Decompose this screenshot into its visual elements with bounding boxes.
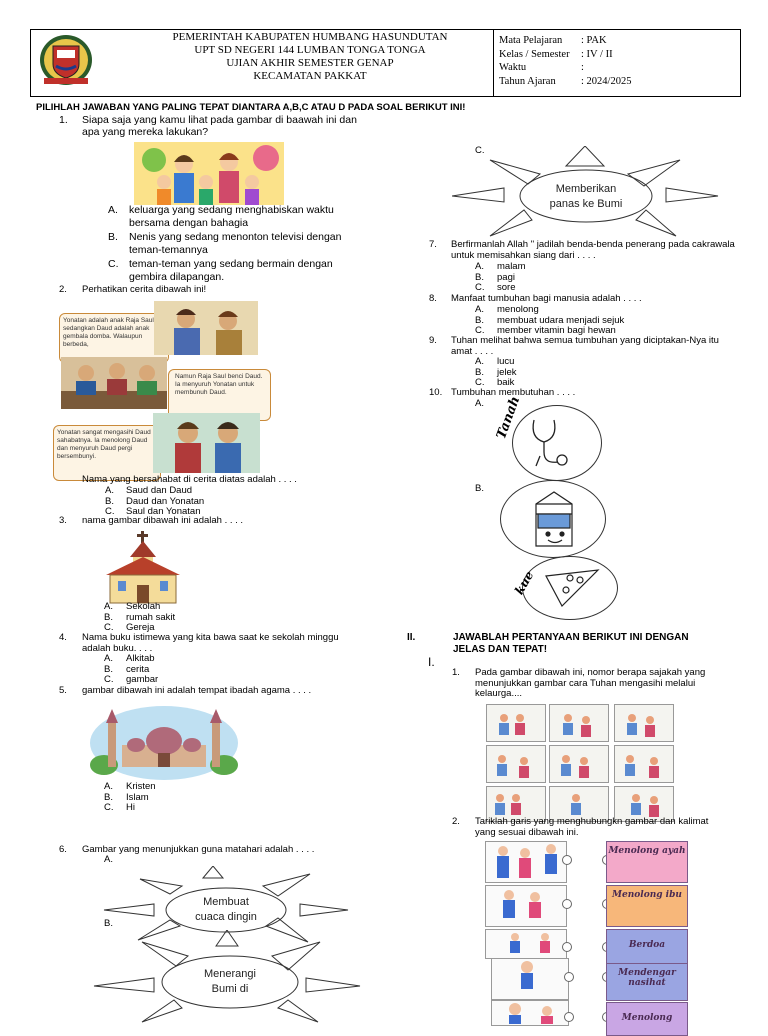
- q3: [59, 515, 244, 527]
- header-line: PEMERINTAH KABUPATEN HUMBANG HASUNDUTAN: [172, 31, 448, 43]
- q2-options: [105, 486, 204, 518]
- option-text: menolong: [497, 304, 539, 315]
- q7-option-c: [475, 283, 526, 294]
- option-key: A.: [104, 781, 113, 792]
- option-text: teman-teman yang sedang bermain dengan: [129, 258, 333, 271]
- option-key: C.: [105, 506, 115, 517]
- milk-carton-icon: [526, 488, 582, 552]
- header-line: UJIAN AKHIR SEMESTER GENAP: [226, 57, 394, 69]
- essay-1-line: kelaurga....: [475, 688, 522, 699]
- essay-1-text: [475, 668, 734, 700]
- sun-c-text: [536, 182, 636, 212]
- info-label: Tahun Ajaran: [499, 75, 556, 87]
- q2: [59, 284, 207, 296]
- phrase-menolong-ibu: Menolong ibu: [606, 885, 688, 927]
- essay-1-line: Pada gambar dibawah ini, nomor berapa sajakah yang: [475, 667, 706, 678]
- option-key: A.: [475, 304, 484, 315]
- match-dot-left[interactable]: [562, 942, 572, 952]
- option-key: B.: [108, 231, 118, 244]
- q10-word-c: kue: [512, 568, 537, 597]
- story-panel-3: [53, 425, 161, 481]
- option-text: Nenis yang sedang menonton televisi dengan: [129, 231, 342, 244]
- info-value: : PAK: [581, 35, 607, 46]
- q8-text: Manfaat tumbuhan bagi manusia adalah . . . .: [451, 293, 642, 304]
- q7: [429, 240, 734, 261]
- q9-text-2: amat . . . .: [451, 345, 494, 357]
- q10: [429, 387, 576, 399]
- sun-b-line: Menerangi: [204, 968, 256, 980]
- story-image-1: [154, 301, 258, 355]
- q4-text-2: adalah buku. . . .: [82, 642, 153, 654]
- q5-options: [104, 782, 156, 814]
- story-text-3: Yonatan sangat mengasihi Daud sahabatnya. Ia menolong Daud dan menyuruh Daud pergi bersembunyi.: [57, 429, 151, 460]
- option-text: Islam: [126, 791, 149, 803]
- match-dot-left[interactable]: [564, 1012, 574, 1022]
- option-text: sore: [497, 282, 516, 293]
- q10-text: Tumbuhan membutuhan . . . .: [451, 387, 576, 398]
- exam-info: [499, 34, 735, 88]
- info-value: : 2024/2025: [581, 75, 632, 87]
- sun-c-line: panas ke Bumi: [549, 198, 623, 210]
- info-row: [499, 34, 735, 48]
- picture-figures: [486, 704, 674, 822]
- info-value: : IV / II: [581, 48, 613, 60]
- option-text: Daud dan Yonatan: [126, 495, 205, 507]
- q8: [429, 293, 642, 305]
- option-key: C.: [475, 377, 485, 388]
- q1-options: [108, 204, 348, 284]
- option-key: C.: [104, 622, 114, 633]
- option-key: A.: [475, 356, 484, 367]
- q8-number: 8.: [429, 293, 437, 304]
- q7-text-2: untuk memisahkan siang dari . . . .: [451, 249, 596, 261]
- option-key: A.: [104, 653, 113, 664]
- option-text: cerita: [126, 663, 150, 675]
- q9: [429, 336, 734, 357]
- option-key: B.: [475, 271, 484, 283]
- q6-option-c-key: C.: [475, 145, 485, 156]
- phrase-berdoa: Berdoa: [606, 929, 688, 965]
- q1-text: Siapa saja yang kamu lihat pada gambar di baawah ini dan: [82, 114, 357, 126]
- match-figures: [485, 841, 569, 1024]
- info-label: Mata Pelajaran: [499, 35, 563, 46]
- option-text: Kristen: [126, 781, 156, 792]
- option-text: lucu: [497, 356, 515, 367]
- q4-options: [104, 654, 158, 686]
- q9-number: 9.: [429, 335, 437, 346]
- info-row: [499, 61, 735, 75]
- q2-number: 2.: [59, 284, 67, 295]
- option-key: B.: [105, 495, 114, 507]
- q4-option-c: [104, 675, 158, 686]
- q5-option-c: [104, 803, 156, 814]
- info-row: [499, 48, 735, 62]
- q5-text: gambar dibawah ini adalah tempat ibadah agama . . . .: [82, 685, 312, 696]
- option-key: A.: [105, 485, 114, 496]
- option-text: Saul dan Yonatan: [126, 506, 201, 517]
- essay-2-line: yang sesuai dibawah ini.: [475, 826, 579, 838]
- q5-number: 5.: [59, 685, 67, 696]
- church-illustration: [102, 531, 184, 605]
- phrase-menolong: Menolong: [606, 1002, 688, 1036]
- option-key: B.: [104, 791, 113, 803]
- header-divider: [493, 29, 494, 96]
- option-text: Sekolah: [126, 601, 161, 612]
- q10-option-b-key: B.: [475, 483, 484, 494]
- option-key: C.: [104, 674, 114, 685]
- q10-option-a-key: A.: [475, 398, 484, 409]
- family-illustration: [134, 142, 284, 205]
- story-image-3: [153, 413, 260, 473]
- q7-number: 7.: [429, 239, 437, 250]
- option-key: C.: [475, 325, 485, 336]
- option-text: rumah sakit: [126, 611, 176, 623]
- q6-text: Gambar yang menunjukkan guna matahari adalah . . . .: [82, 844, 315, 855]
- option-key: A.: [475, 261, 484, 272]
- info-value: :: [581, 62, 584, 73]
- q3-text: nama gambar dibawah ini adalah . . . .: [82, 515, 244, 526]
- info-label: Waktu: [499, 62, 527, 73]
- option-text: Saud dan Daud: [126, 485, 193, 496]
- story-panel-1: [59, 313, 169, 363]
- option-key: B.: [475, 366, 484, 378]
- q9-text: Tuhan melihat bahwa semua tumbuhan yang diciptakan-Nya itu: [451, 335, 719, 346]
- option-text: keluarga yang sedang menghabiskan waktu: [129, 204, 334, 216]
- option-key: A.: [108, 204, 118, 216]
- q6-number: 6.: [59, 844, 67, 855]
- mosque-illustration: [88, 701, 240, 781]
- stethoscope-icon: [526, 412, 586, 470]
- phrase-mendengar-nasihat: Mendengar nasihat: [606, 963, 688, 1001]
- option-text: teman-temannya: [129, 243, 208, 256]
- q5: [59, 685, 312, 697]
- q9-options: [475, 357, 517, 389]
- q6: [59, 844, 315, 856]
- option-text: gembira dilapangan.: [129, 270, 225, 283]
- option-key: B.: [475, 314, 484, 326]
- sun-a-text: [176, 895, 276, 925]
- section-2-title-line: JELAS DAN TEPAT!: [453, 644, 548, 655]
- q4-text: Nama buku istimewa yang kita bawa saat ke sekolah minggu: [82, 632, 339, 643]
- q1: [59, 114, 379, 138]
- match-dot-left[interactable]: [564, 972, 574, 982]
- sun-a-line: Membuat: [203, 896, 249, 908]
- roman-marker: I.: [428, 655, 435, 669]
- story-text-1: Yonatan adalah anak Raja Saul sedangkan Daud adalah anak gembala domba. Walaupun berbeda,: [63, 317, 154, 348]
- option-key: C.: [104, 802, 114, 813]
- q10-number: 10.: [429, 387, 443, 398]
- header-line: UPT SD NEGERI 144 LUMBAN TONGA TONGA: [194, 44, 426, 56]
- essay-1: [452, 667, 734, 699]
- option-key: B.: [104, 663, 113, 675]
- q6-option-a-key: A.: [104, 854, 113, 865]
- essay-2-line: Tariklah garis yang menghubungkn gambar dan kalimat: [475, 816, 709, 827]
- q1-number: 1.: [59, 114, 68, 126]
- match-dot-left[interactable]: [562, 899, 572, 909]
- q4: [59, 633, 364, 654]
- header-line: KECAMATAN PAKKAT: [253, 70, 367, 82]
- option-text: member vitamin bagi hewan: [497, 325, 616, 336]
- option-text: Gereja: [126, 622, 155, 633]
- sun-b-text: [180, 967, 280, 997]
- essay-2-text: [475, 817, 734, 838]
- section-2-title-line: JAWABLAH PERTANYAAN BERIKUT INI DENGAN: [453, 632, 689, 643]
- option-text: pagi: [497, 271, 515, 283]
- q6-option-b-key: B.: [104, 918, 113, 929]
- q1-option-c: [108, 258, 348, 271]
- section-2-number: II.: [407, 632, 416, 643]
- phrase-menolong-ayah: Menolong ayah: [606, 841, 688, 883]
- pizza-icon: [540, 564, 604, 610]
- school-logo: [36, 32, 96, 88]
- sun-a-line: cuaca dingin: [195, 911, 257, 923]
- q8-options: [475, 305, 624, 337]
- q2-question: Nama yang bersahabat di cerita diatas adalah . . . .: [82, 474, 297, 485]
- option-text: gambar: [126, 674, 159, 685]
- q4-number: 4.: [59, 632, 67, 643]
- option-text: malam: [497, 261, 526, 272]
- q10-word-a: Tanah: [494, 394, 524, 442]
- section-2-title: [453, 632, 689, 656]
- option-key: C.: [475, 282, 485, 293]
- sun-b-line: Bumi di: [211, 983, 249, 995]
- essay-1-line: menunjukkan gambar cara Tuhan mengasihi melalui: [475, 677, 696, 689]
- q1-option-a: [108, 204, 348, 217]
- instruction: PILIHLAH JAWABAN YANG PALING TEPAT DIANTARA A,B,C ATAU D PADA SOAL BERIKUT INI!: [36, 102, 466, 113]
- story-text-2: Namun Raja Saul benci Daud. Ia menyuruh Yonatan untuk membunuh Daud.: [175, 373, 263, 396]
- q1-option-b: [108, 231, 348, 244]
- option-text: membuat udara menjadi sejuk: [497, 314, 625, 326]
- info-row: [499, 75, 735, 89]
- essay-2: [452, 816, 734, 838]
- option-text: Alkitab: [126, 653, 155, 664]
- q1-text-2: apa yang mereka lakukan?: [82, 126, 209, 138]
- sun-c-line: Memberikan: [555, 183, 617, 195]
- story-image-2: [61, 357, 167, 409]
- option-text: bersama dengan bahagia: [129, 216, 249, 229]
- option-text: Hi: [126, 802, 135, 813]
- option-text: jelek: [497, 366, 517, 378]
- q3-number: 3.: [59, 515, 67, 526]
- option-key: B.: [104, 611, 113, 623]
- info-label: Kelas / Semester: [499, 48, 570, 60]
- q2-text: Perhatikan cerita dibawah ini!: [82, 284, 207, 295]
- essay-1-number: 1.: [452, 667, 460, 678]
- match-dot-left[interactable]: [562, 855, 572, 865]
- essay-2-number: 2.: [452, 816, 460, 827]
- q7-options: [475, 262, 526, 294]
- q7-text: Berfirmanlah Allah " jadilah benda-benda penerang pada cakrawala: [451, 239, 735, 250]
- option-key: A.: [104, 601, 113, 612]
- option-text: baik: [497, 377, 515, 388]
- header-title: [140, 31, 480, 83]
- q3-options: [104, 602, 175, 634]
- option-key: C.: [108, 258, 119, 271]
